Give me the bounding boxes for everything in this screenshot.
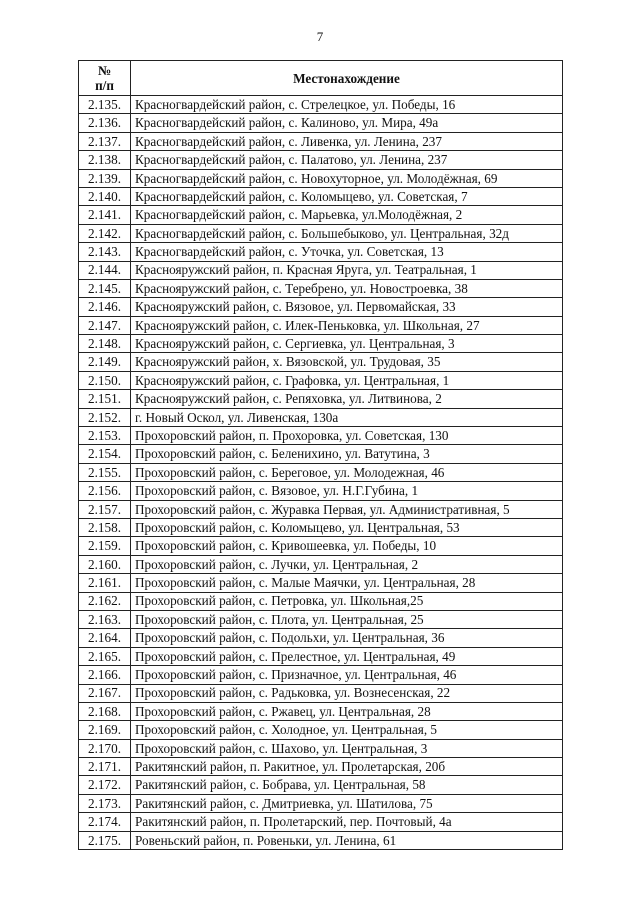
row-location: Краснояружский район, с. Графовка, ул. Центральная, 1 (131, 371, 563, 389)
table-row (79, 500, 563, 518)
row-location: Краснояружский район, с. Илек-Пеньковка, ул. Школьная, 27 (131, 316, 563, 334)
table-row (79, 132, 563, 150)
row-number: 2.152. (79, 408, 131, 426)
table-row (79, 721, 563, 739)
row-number: 2.166. (79, 666, 131, 684)
row-number: 2.174. (79, 813, 131, 831)
row-number: 2.165. (79, 647, 131, 665)
table-row (79, 666, 563, 684)
table-row (79, 261, 563, 279)
table-row (79, 390, 563, 408)
table-row (79, 151, 563, 169)
row-location: Краснояружский район, х. Вязовской, ул. Трудовая, 35 (131, 353, 563, 371)
table-row (79, 629, 563, 647)
table-row (79, 243, 563, 261)
row-number: 2.137. (79, 132, 131, 150)
row-location: Красногвардейский район, с. Палатово, ул. Ленина, 237 (131, 151, 563, 169)
table-row (79, 776, 563, 794)
row-location: Красногвардейский район, с. Коломыцево, ул. Советская, 7 (131, 187, 563, 205)
row-location: Прохоровский район, с. Береговое, ул. Молодежная, 46 (131, 463, 563, 481)
table-row (79, 813, 563, 831)
row-number: 2.172. (79, 776, 131, 794)
row-number: 2.163. (79, 610, 131, 628)
row-location: Краснояружский район, с. Вязовое, ул. Первомайская, 33 (131, 298, 563, 316)
row-number: 2.169. (79, 721, 131, 739)
row-number: 2.138. (79, 151, 131, 169)
table-row (79, 518, 563, 536)
table-row (79, 482, 563, 500)
row-location: Ракитянский район, п. Пролетарский, пер. Почтовый, 4а (131, 813, 563, 831)
table-row (79, 316, 563, 334)
row-number: 2.144. (79, 261, 131, 279)
row-number: 2.164. (79, 629, 131, 647)
row-location: Прохоровский район, с. Шахово, ул. Центральная, 3 (131, 739, 563, 757)
row-location: г. Новый Оскол, ул. Ливенская, 130а (131, 408, 563, 426)
row-location: Прохоровский район, с. Плота, ул. Центральная, 25 (131, 610, 563, 628)
row-number: 2.158. (79, 518, 131, 536)
row-number: 2.140. (79, 187, 131, 205)
row-number: 2.168. (79, 702, 131, 720)
row-location: Прохоровский район, с. Прелестное, ул. Центральная, 49 (131, 647, 563, 665)
table-row (79, 114, 563, 132)
row-location: Прохоровский район, с. Журавка Первая, ул. Административная, 5 (131, 500, 563, 518)
table-row (79, 353, 563, 371)
locations-table-container (78, 60, 562, 850)
row-location: Краснояружский район, с. Репяховка, ул. Литвинова, 2 (131, 390, 563, 408)
table-row (79, 445, 563, 463)
table-row (79, 831, 563, 849)
table-row (79, 279, 563, 297)
row-number: 2.170. (79, 739, 131, 757)
table-row (79, 574, 563, 592)
table-row (79, 96, 563, 114)
row-number: 2.155. (79, 463, 131, 481)
table-row (79, 610, 563, 628)
table-header-row (79, 61, 563, 96)
row-location: Краснояружский район, с. Теребрено, ул. Новостроевка, 38 (131, 279, 563, 297)
row-number: 2.161. (79, 574, 131, 592)
table-row (79, 298, 563, 316)
row-location: Прохоровский район, с. Беленихино, ул. Ватутина, 3 (131, 445, 563, 463)
header-number (79, 61, 131, 96)
row-location: Прохоровский район, с. Кривошеевка, ул. Победы, 10 (131, 537, 563, 555)
row-number: 2.156. (79, 482, 131, 500)
row-location: Ракитянский район, п. Ракитное, ул. Пролетарская, 20б (131, 758, 563, 776)
row-location: Прохоровский район, с. Лучки, ул. Центральная, 2 (131, 555, 563, 573)
row-location: Прохоровский район, с. Петровка, ул. Школьная,25 (131, 592, 563, 610)
row-number: 2.149. (79, 353, 131, 371)
row-location: Красногвардейский район, с. Новохуторное, ул. Молодёжная, 69 (131, 169, 563, 187)
row-number: 2.136. (79, 114, 131, 132)
table-row (79, 592, 563, 610)
table-body (79, 96, 563, 850)
row-location: Красногвардейский район, с. Калиново, ул. Мира, 49а (131, 114, 563, 132)
table-row (79, 647, 563, 665)
row-number: 2.171. (79, 758, 131, 776)
row-location: Красногвардейский район, с. Стрелецкое, ул. Победы, 16 (131, 96, 563, 114)
row-number: 2.162. (79, 592, 131, 610)
row-location: Красногвардейский район, с. Ливенка, ул. Ленина, 237 (131, 132, 563, 150)
row-location: Красногвардейский район, с. Большебыково, ул. Центральная, 32д (131, 224, 563, 242)
row-number: 2.153. (79, 427, 131, 445)
row-location: Прохоровский район, с. Коломыцево, ул. Центральная, 53 (131, 518, 563, 536)
row-location: Ракитянский район, с. Бобрава, ул. Центральная, 58 (131, 776, 563, 794)
table-row (79, 427, 563, 445)
row-number: 2.159. (79, 537, 131, 555)
table-row (79, 794, 563, 812)
locations-table (78, 60, 563, 850)
row-location: Прохоровский район, с. Малые Маячки, ул. Центральная, 28 (131, 574, 563, 592)
row-location: Прохоровский район, с. Радьковка, ул. Вознесенская, 22 (131, 684, 563, 702)
row-location: Красногвардейский район, с. Уточка, ул. Советская, 13 (131, 243, 563, 261)
row-location: Прохоровский район, п. Прохоровка, ул. Советская, 130 (131, 427, 563, 445)
row-number: 2.145. (79, 279, 131, 297)
row-number: 2.143. (79, 243, 131, 261)
table-row (79, 555, 563, 573)
row-number: 2.142. (79, 224, 131, 242)
row-number: 2.157. (79, 500, 131, 518)
row-number: 2.135. (79, 96, 131, 114)
table-row (79, 758, 563, 776)
row-number: 2.167. (79, 684, 131, 702)
row-location: Ракитянский район, с. Дмитриевка, ул. Шатилова, 75 (131, 794, 563, 812)
table-row (79, 739, 563, 757)
row-number: 2.150. (79, 371, 131, 389)
row-number: 2.175. (79, 831, 131, 849)
table-row (79, 408, 563, 426)
table-row (79, 371, 563, 389)
row-number: 2.139. (79, 169, 131, 187)
row-number: 2.160. (79, 555, 131, 573)
table-row (79, 463, 563, 481)
header-number-abbrev: п/п (95, 78, 114, 93)
header-location: Местонахождение (131, 61, 563, 96)
row-location: Красногвардейский район, с. Марьевка, ул.Молодёжная, 2 (131, 206, 563, 224)
row-number: 2.147. (79, 316, 131, 334)
row-location: Прохоровский район, с. Ржавец, ул. Центральная, 28 (131, 702, 563, 720)
row-location: Прохоровский район, с. Вязовое, ул. Н.Г.Губина, 1 (131, 482, 563, 500)
table-row (79, 224, 563, 242)
table-row (79, 169, 563, 187)
row-number: 2.151. (79, 390, 131, 408)
row-number: 2.146. (79, 298, 131, 316)
row-number: 2.141. (79, 206, 131, 224)
row-location: Краснояружский район, с. Сергиевка, ул. Центральная, 3 (131, 335, 563, 353)
row-location: Прохоровский район, с. Холодное, ул. Центральная, 5 (131, 721, 563, 739)
row-number: 2.173. (79, 794, 131, 812)
table-row (79, 206, 563, 224)
row-number: 2.154. (79, 445, 131, 463)
row-location: Прохоровский район, с. Призначное, ул. Центральная, 46 (131, 666, 563, 684)
table-row (79, 684, 563, 702)
row-location: Ровеньский район, п. Ровеньки, ул. Ленина, 61 (131, 831, 563, 849)
table-row (79, 335, 563, 353)
table-row (79, 187, 563, 205)
table-row (79, 537, 563, 555)
header-number-symbol: № (97, 63, 112, 78)
row-number: 2.148. (79, 335, 131, 353)
page-number: 7 (316, 29, 324, 44)
row-location: Краснояружский район, п. Красная Яруга, ул. Театральная, 1 (131, 261, 563, 279)
table-row (79, 702, 563, 720)
row-location: Прохоровский район, с. Подольхи, ул. Центральная, 36 (131, 629, 563, 647)
